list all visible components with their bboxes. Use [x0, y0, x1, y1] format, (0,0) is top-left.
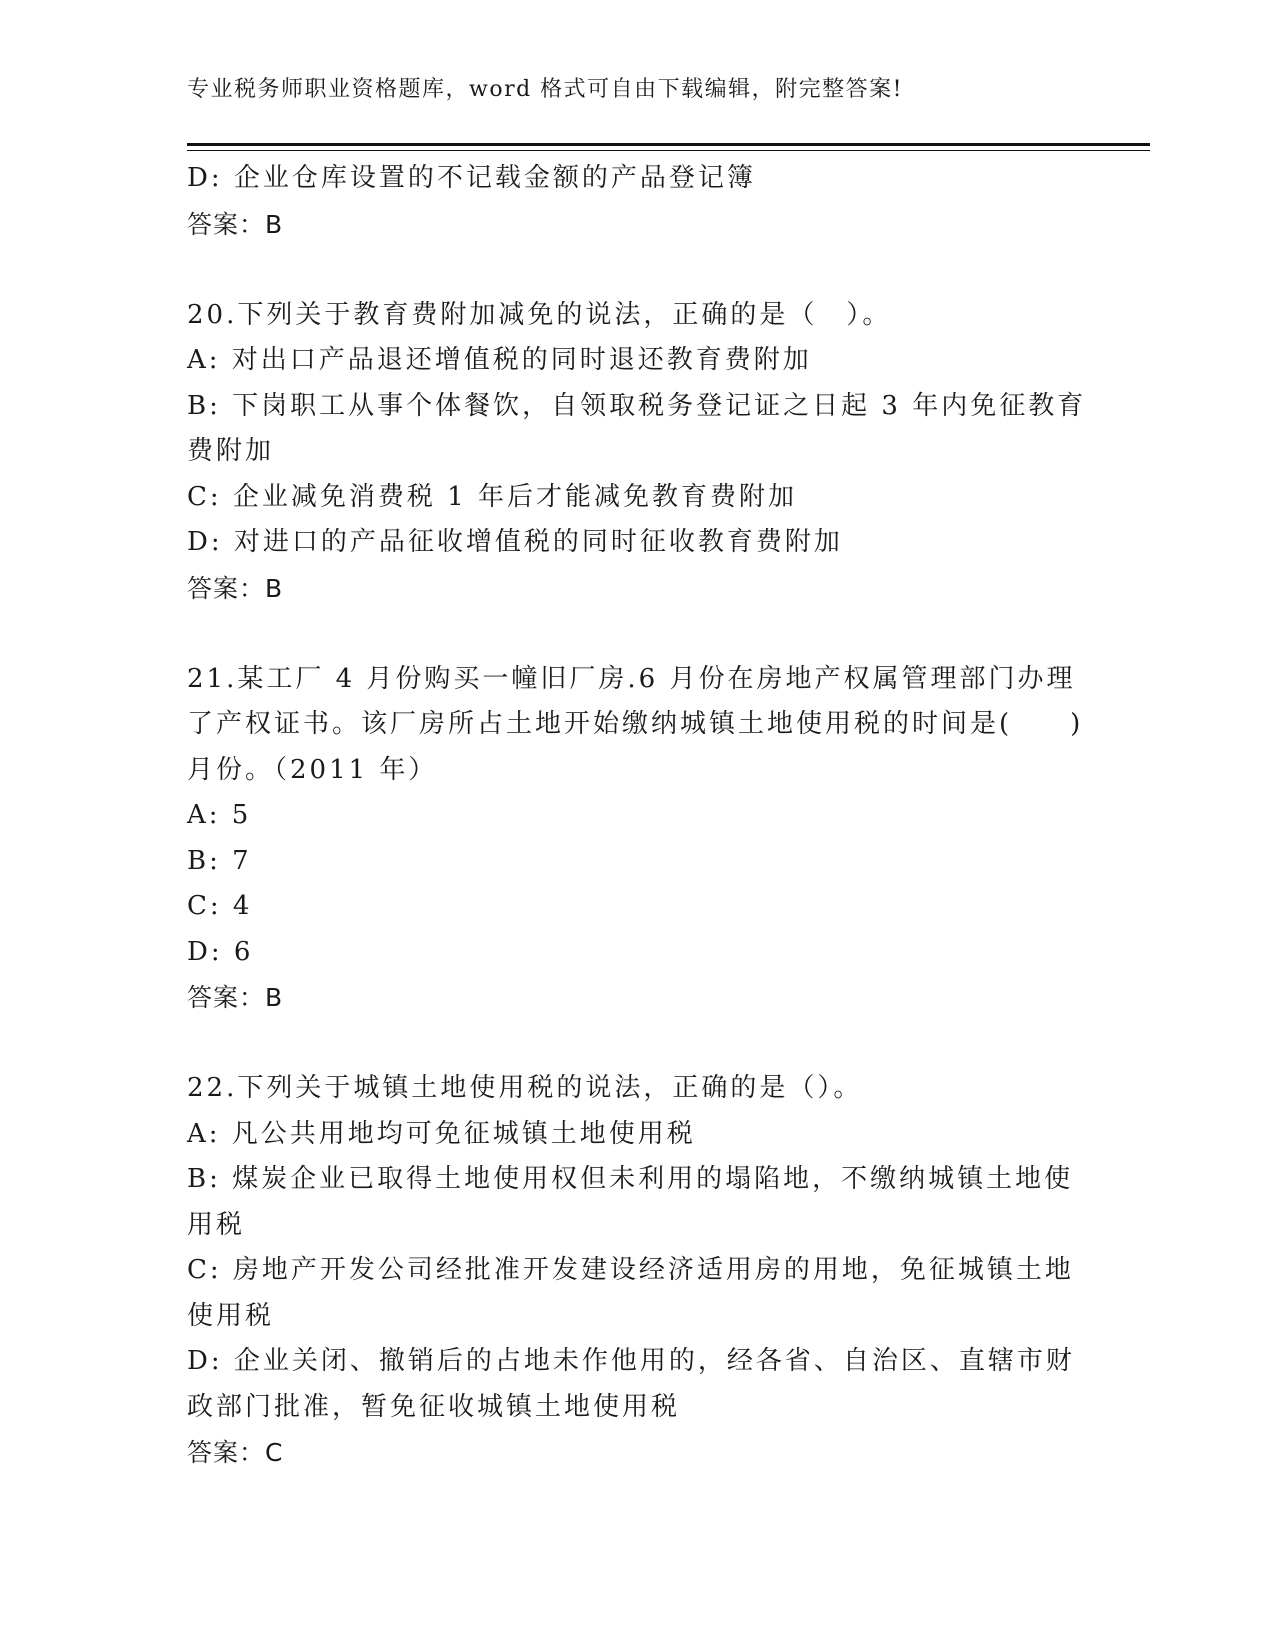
option-a: A: 5 [187, 800, 252, 830]
question-answer: 答案：B [187, 983, 284, 1012]
question-21 [187, 657, 1087, 1021]
option-a: A: 对出口产品退还增值税的同时退还教育费附加 [187, 345, 812, 375]
header-rule-thick [187, 143, 1150, 146]
question-stem: 21.某工厂 4 月份购买一幢旧厂房.6 月份在房地产权属管理部门办理了产权证书。该厂房所占土地开始缴纳城镇土地使用税的时间是( )月份。（2011 年） [187, 663, 1084, 785]
question-answer: 答案：B [187, 573, 284, 603]
header-rule-thin [187, 150, 1150, 151]
option-b: B: 煤炭企业已取得土地使用权但未利用的塌陷地，不缴纳城镇土地使用税 [187, 1164, 1074, 1240]
question-answer: 答案：C [187, 1438, 284, 1467]
option-a: A: 凡公共用地均可免征城镇土地使用税 [187, 1118, 696, 1149]
option-d: D: 对进口的产品征收增值税的同时征收教育费附加 [187, 527, 843, 557]
option-c: C: 房地产开发公司经批准开发建设经济适用房的用地，免征城镇土地使用税 [187, 1255, 1074, 1331]
page-header: 专业税务师职业资格题库，word 格式可自由下载编辑，附完整答案! [187, 77, 904, 102]
question-stem: 22.下列关于城镇土地使用税的说法，正确的是（）。 [187, 1073, 863, 1103]
option-c: C: 企业减免消费税 1 年后才能减免教育费附加 [187, 481, 797, 512]
prev-question-option-d: D: 企业仓库设置的不记载金额的产品登记簿 [187, 163, 756, 193]
question-stem: 20.下列关于教育费附加减免的说法，正确的是（ ）。 [187, 299, 892, 330]
document-body [187, 156, 1087, 1476]
option-c: C: 4 [187, 891, 253, 921]
question-22 [187, 1066, 1087, 1476]
option-d: D: 企业关闭、撤销后的占地未作他用的，经各省、自治区、直辖市财政部门批准，暂免征收城镇土地使用税 [187, 1346, 1075, 1422]
option-b: B: 7 [187, 845, 252, 876]
question-20 [187, 293, 1087, 612]
prev-question-answer: 答案：B [187, 209, 284, 239]
option-b: B: 下岗职工从事个体餐饮，自领取税务登记证之日起 3 年内免征教育费附加 [187, 390, 1087, 466]
option-d: D: 6 [187, 936, 254, 967]
